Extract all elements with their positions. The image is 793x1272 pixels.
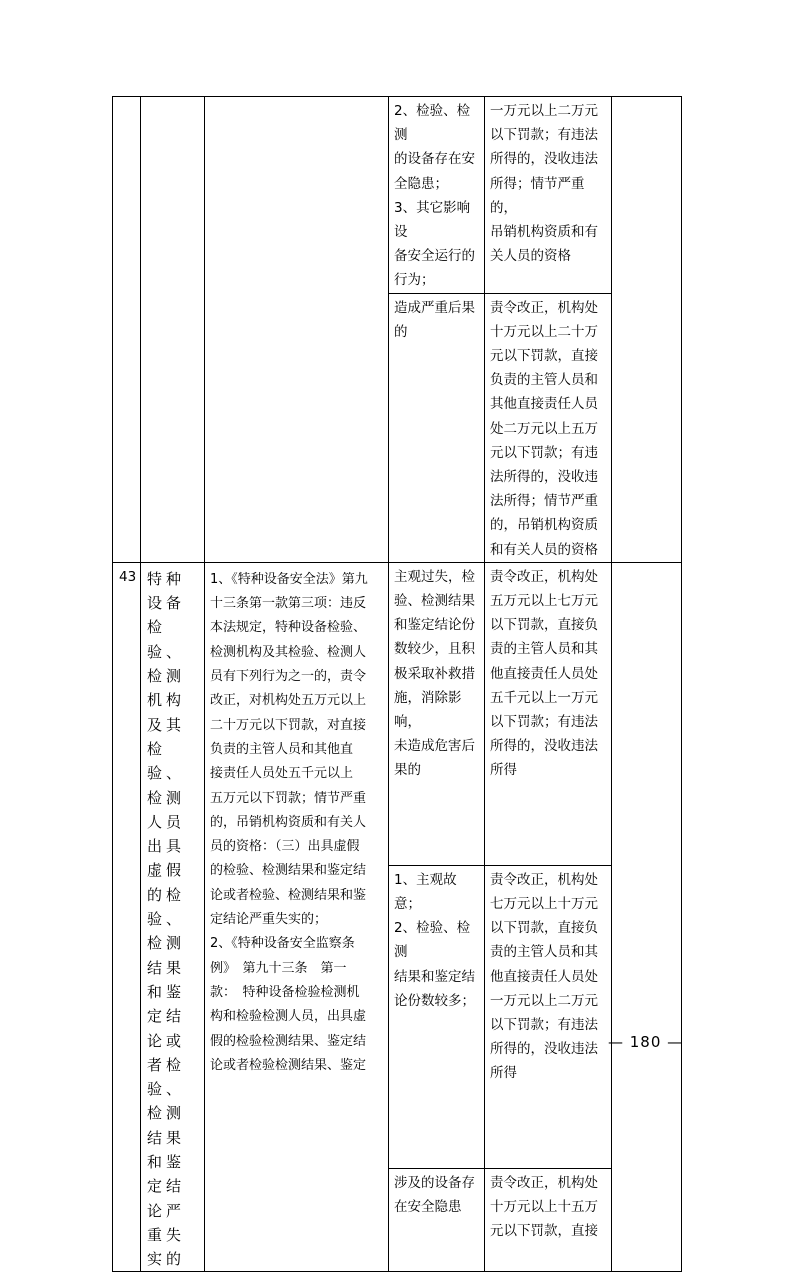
table-row [113, 562, 682, 865]
item-name: 特种设备检验、检测机构及其检验、检测人员出具虚假的检验、检测结果和鉴定结论或者检验、检测结果和鉴定结论严重失实的 [147, 569, 186, 1269]
circumstance-cell [389, 865, 485, 1168]
penalty-cell [485, 293, 612, 562]
circumstance-cell [389, 562, 485, 865]
table-row [113, 97, 682, 294]
circumstance-text: 1、主观故意； 2、检验、检测 结果和鉴定结 论份数较多； [394, 871, 475, 1009]
penalty-cell [485, 1168, 612, 1272]
legal-basis: 1、《特种设备安全法》第九 十三条第一款第三项：违反 本法规定，特种设备检验、 检测机构及其检验、检测人 员有下列行为之一的，责令 改正，对机构处五万元以上 二十万元以下罚款，对直接 负责的主管人员和其他直 接责任人员处五千元以上 五万元以下罚款；情节严重 的，吊销机构资质和有关人 员的资格：（三）出具虚假 的检验、检测结果和鉴定结 论或者检验、检测结果和鉴 定结论严重失实的； 2、《特种设备安全监察条 例》 第九十三条 第一 款： 特种设备检验检测机 构和检验检测人员，出具虚 假的检验检测结果、鉴定结 论或者检验检测结果、鉴定 [210, 571, 368, 1073]
penalty-text: 责令改正，机构处 十万元以上二十万 元以下罚款，直接 负责的主管人员和 其他直接责任人员 处二万元以上五万 元以下罚款；有违 法所得的，没收违 法所得；情节严重 的，吊销机构资质 和有关人员的资格 [490, 299, 598, 558]
circumstance-text: 造成严重后果 的 [394, 299, 475, 340]
penalty-text: 责令改正，机构处 十万元以上十五万 元以下罚款，直接 [490, 1174, 598, 1240]
circumstance-cell [389, 97, 485, 294]
basis-cell-empty [205, 97, 389, 563]
circumstance-cell [389, 293, 485, 562]
circumstance-text: 涉及的设备存 在安全隐患 [394, 1174, 475, 1215]
item-number-cell [113, 562, 141, 1272]
penalty-text: 一万元以上二万元 以下罚款；有违法 所得的，没收违法 所得；情节严重的， 吊销机构资质和有 关人员的资格 [490, 103, 598, 265]
number-cell-empty [113, 97, 141, 563]
legal-basis-cell [205, 562, 389, 1272]
penalty-cell [485, 97, 612, 294]
item-number: 43 [119, 568, 137, 585]
penalty-cell [485, 562, 612, 865]
circumstance-cell [389, 1168, 485, 1272]
circumstance-text: 2、检验、检测 的设备存在安 全隐患； 3、其它影响设 备安全运行的 行为； [394, 103, 475, 289]
penalty-table [112, 96, 682, 1272]
remark-cell [612, 562, 682, 1272]
item-name-cell [141, 562, 205, 1272]
circumstance-text: 主观过失，检 验、检测结果 和鉴定结论份 数较少，且积 极采取补救措 施，消除影响， 未造成危害后 果的 [394, 568, 475, 779]
penalty-text: 责令改正，机构处 五万元以上七万元 以下罚款，直接负 责的主管人员和其 他直接责任人员处 五千元以上一万元 以下罚款；有违法 所得的，没收违法 所得 [490, 568, 598, 779]
remark-cell [612, 97, 682, 563]
penalty-text: 责令改正，机构处 七万元以上十万元 以下罚款，直接负 责的主管人员和其 他直接责任人员处 一万元以上二万元 以下罚款；有违法 所得的，没收违法 所得 [490, 871, 598, 1082]
item-cell-empty [141, 97, 205, 563]
penalty-cell [485, 865, 612, 1168]
page-number: — 180 — [608, 1033, 684, 1051]
